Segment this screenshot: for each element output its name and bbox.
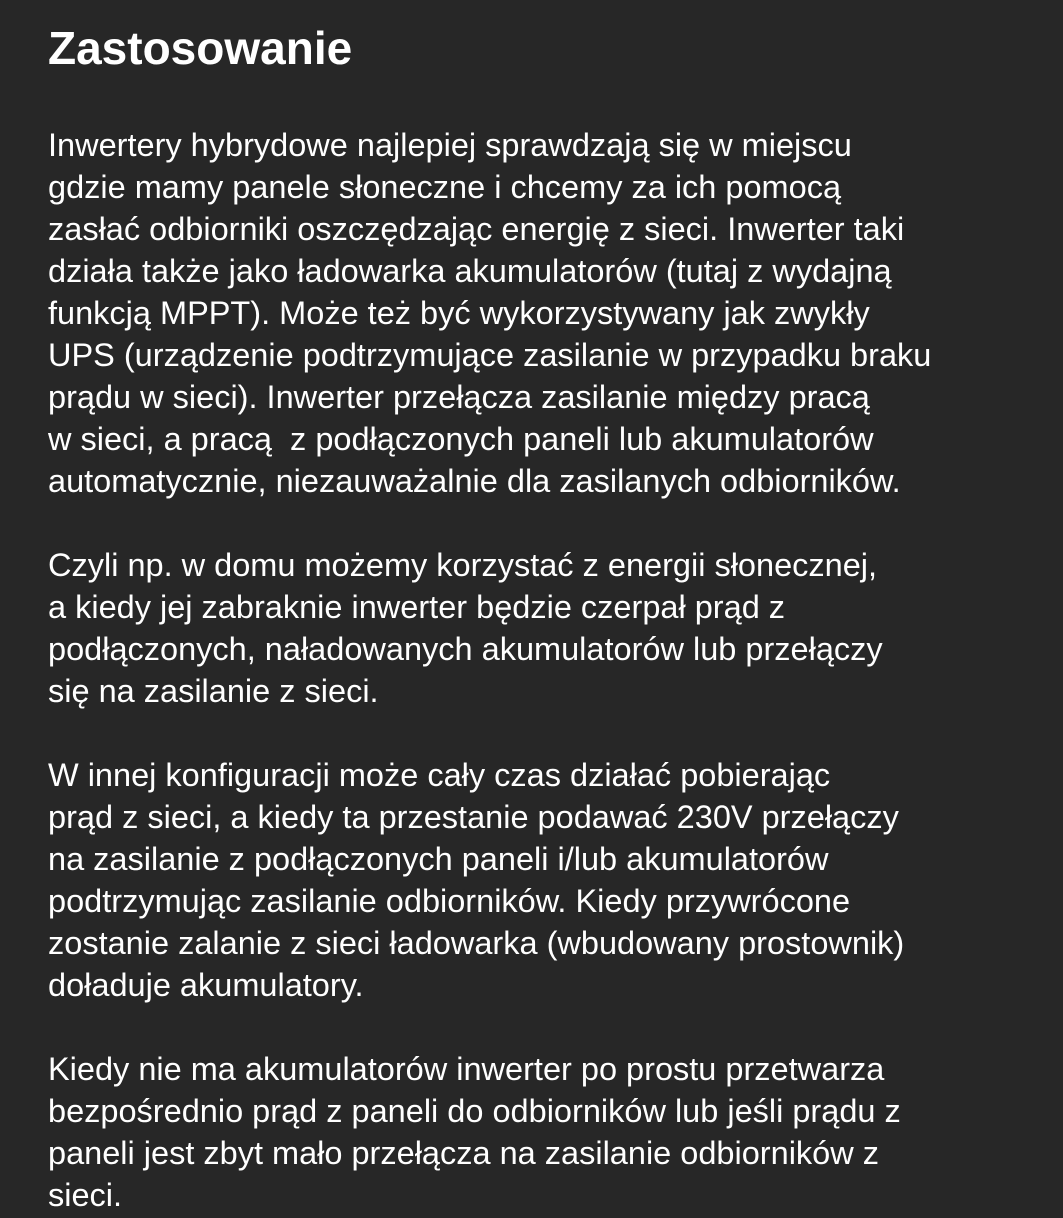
text-line: bezpośrednio prąd z paneli do odbiorników lub jeśli prądu z (48, 1093, 901, 1129)
text-line: prąd z sieci, a kiedy ta przestanie podawać 230V przełączy (48, 799, 899, 835)
text-line: prądu w sieci). Inwerter przełącza zasilanie między pracą (48, 379, 870, 415)
text-line: automatycznie, niezauważalnie dla zasilanych odbiorników. (48, 463, 901, 499)
text-line: doładuje akumulatory. (48, 967, 364, 1003)
text-line: sieci. (48, 1177, 123, 1213)
text-line: paneli jest zbyt mało przełącza na zasilanie odbiorników z (48, 1135, 879, 1171)
text-line: Czyli np. w domu możemy korzystać z energii słonecznej, (48, 547, 878, 583)
text-line: się na zasilanie z sieci. (48, 673, 379, 709)
text-line: gdzie mamy panele słoneczne i chcemy za ich pomocą (48, 169, 842, 205)
text-line: działa także jako ładowarka akumulatorów (tutaj z wydajną (48, 253, 892, 289)
page-title: Zastosowanie (48, 22, 353, 74)
paragraph-4 (48, 1048, 1063, 1216)
text-line: a kiedy jej zabraknie inwerter będzie czerpał prąd z (48, 589, 786, 625)
text-line: W innej konfiguracji może cały czas działać pobierając (48, 757, 831, 793)
text-line: w sieci, a pracą z podłączonych paneli lub akumulatorów (48, 421, 874, 457)
paragraph-1 (48, 124, 1063, 502)
text-line: na zasilanie z podłączonych paneli i/lub akumulatorów (48, 841, 829, 877)
text-line: Kiedy nie ma akumulatorów inwerter po prostu przetwarza (48, 1051, 885, 1087)
text-line: podłączonych, naładowanych akumulatorów lub przełączy (48, 631, 883, 667)
text-line: zasłać odbiorniki oszczędzając energię z sieci. Inwerter taki (48, 211, 905, 247)
text-line: funkcją MPPT). Może też być wykorzystywany jak zwykły (48, 295, 870, 331)
text-line: Inwertery hybrydowe najlepiej sprawdzają się w miejscu (48, 127, 852, 163)
text-line: UPS (urządzenie podtrzymujące zasilanie w przypadku braku (48, 337, 932, 373)
paragraph-2 (48, 544, 1063, 712)
paragraph-3 (48, 754, 1063, 1006)
text-line: podtrzymując zasilanie odbiorników. Kiedy przywrócone (48, 883, 851, 919)
text-line: zostanie zalanie z sieci ładowarka (wbudowany prostownik) (48, 925, 905, 961)
